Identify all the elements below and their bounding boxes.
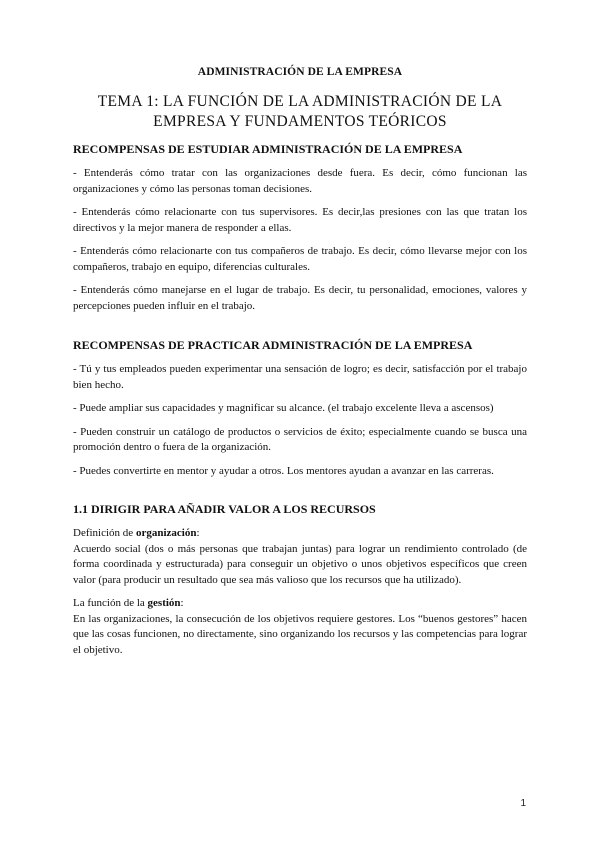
definition-label-organizacion: Definición de organización: [73,527,200,539]
document-header: ADMINISTRACIÓN DE LA EMPRESA [197,66,403,78]
paragraph: - Puedes convertirte en mentor y ayudar a otros. Los mentores ayudan a avanzar en las carreras. [73,464,494,477]
page-number: 1 [520,798,526,809]
section-heading-practicar: RECOMPENSAS DE PRACTICAR ADMINISTRACIÓN DE LA EMPRESA [73,338,473,352]
definition-label-gestion: La función de la gestión: [73,597,184,609]
section-heading-estudiar: RECOMPENSAS DE ESTUDIAR ADMINISTRACIÓN DE LA EMPRESA [73,142,463,156]
paragraph: - Tú y tus empleados pueden experimentar una sensación de logro; es decir, satisfacción por el trabajo bien hecho. [73,363,527,391]
section-heading-dirigir: 1.1 DIRIGIR PARA AÑADIR VALOR A LOS RECURSOS [73,502,376,516]
paragraph: - Entenderás cómo manejarse en el lugar de trabajo. Es decir, tu personalidad, emociones, valores y percepciones pueden influir en el trabajo. [73,284,527,312]
term-organizacion: organización [135,527,197,539]
paragraph: - Pueden construir un catálogo de productos o servicios de éxito; especialmente cuando se busca una promoción dentro o fuera de la organización. [73,425,527,453]
paragraph: - Entenderás cómo relacionarte con tus compañeros de trabajo. Es decir, cómo llevarse mejor con los compañeros, trabajo en equipo, diferencias culturales. [73,245,527,273]
chapter-title-line-1: TEMA 1: LA FUNCIÓN DE LA ADMINISTRACIÓN DE LA [97,93,503,110]
document-page [73,66,527,666]
paragraph: - Puede ampliar sus capacidades y magnificar su alcance. (el trabajo excelente lleva a ascensos) [73,402,494,414]
paragraph: - Entenderás cómo relacionarte con tus supervisores. Es decir,las presiones con las que tratan los directivos y la mejor manera de responder a ellas. [73,206,527,234]
chapter-title [73,92,527,132]
term-gestion: gestión [147,597,181,609]
chapter-title-line-2: EMPRESA Y FUNDAMENTOS TEÓRICOS [153,113,447,130]
paragraph: - Entenderás cómo tratar con las organizaciones desde fuera. Es decir, cómo funcionan las organizaciones y cómo las personas toman decisiones. [73,167,527,195]
definition-text-gestion: En las organizaciones, la consecución de los objetivos requiere gestores. Los “buenos gestores” hacen que las cosas funcionen, no directamente, sino organizando los recursos y las competencias para lograr el objetivo. [73,612,527,656]
definition-text-organizacion: Acuerdo social (dos o más personas que trabajan juntas) para lograr un rendimiento controlado (de forma coordinada y estructurada) para conseguir un objetivo o unos objetivos específicos que creen valor (para producir un resultado que sea más valioso que los recursos que ha utilizado). [73,542,527,586]
